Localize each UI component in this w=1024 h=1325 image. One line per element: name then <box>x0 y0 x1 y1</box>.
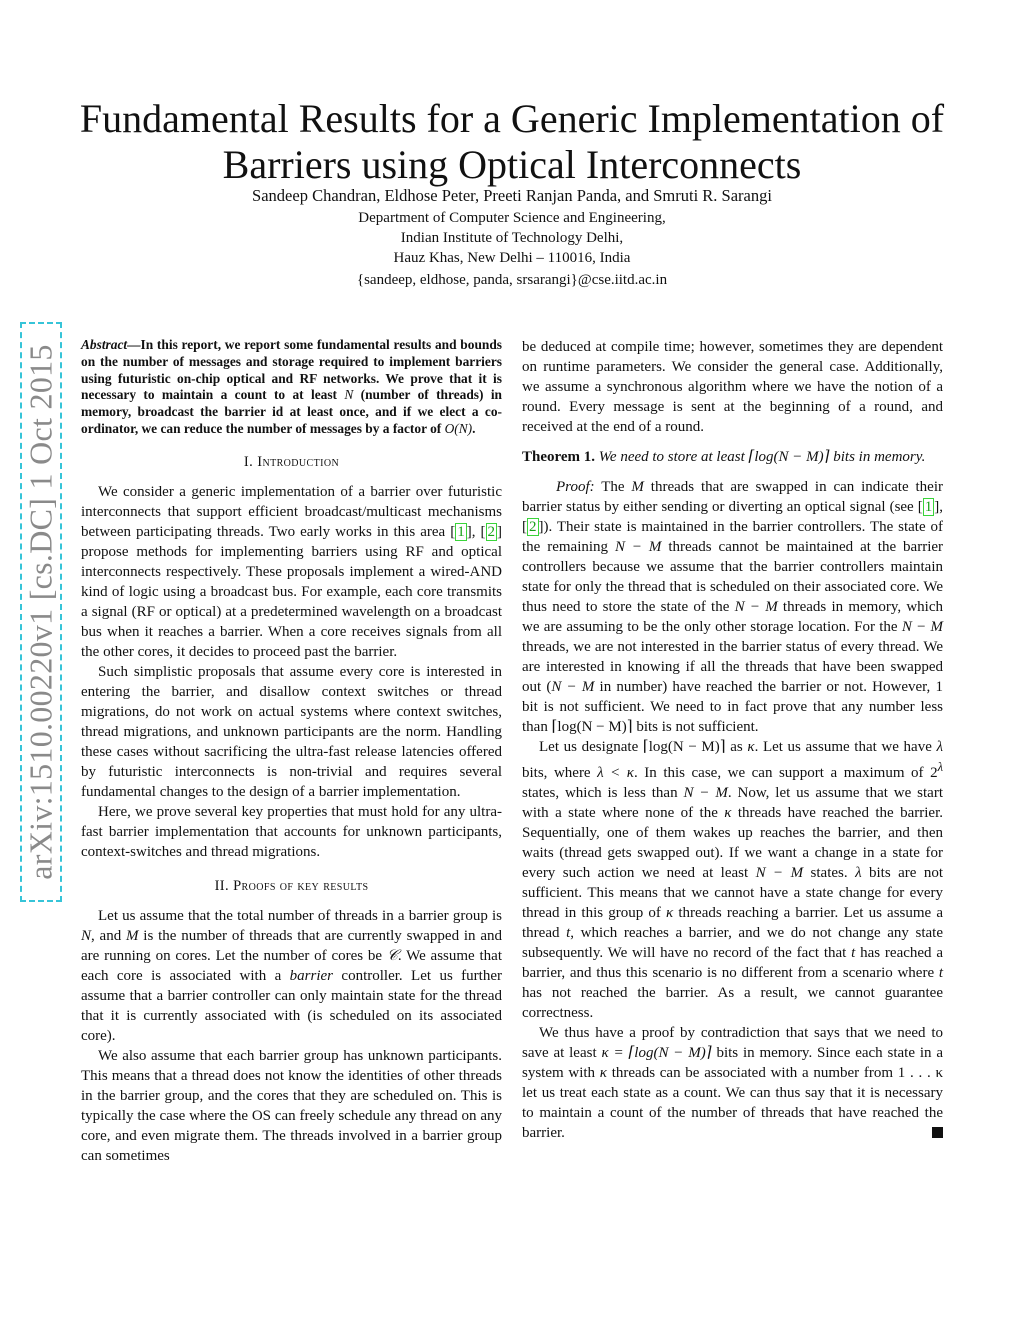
citation-link[interactable]: [ 1 ] <box>450 523 472 540</box>
proofs-paragraph: Let us assume that the total number of threads in a barrier group is N, and M is the number of threads that are currently swapped in and are running on cores. Let the number of cores be 𝒞. We assume that each core is associated with a barrier controller. Let us further assume that a barrier controller can only maintain state for the thread that it is currently associated with (is scheduled on its associated core). <box>81 907 502 1044</box>
arxiv-stamp: arXiv:1510.00220v1 [cs.DC] 1 Oct 2015 <box>22 344 59 880</box>
proof-paragraph: Proof: The M threads that are swapped in can indicate their barrier status by either sending or diverting an optical signal (see [ 1 ], [ 2 ]). Their state is maintained in the barrier controllers. The state of the remaining N − M threads cannot be maintained at the barrier controllers because we assume that the barrier controllers maintain state for only the thread that is scheduled on their associated core. We thus need to store the state of the N − M threads in memory, which we are assuming to be the only other storage location. For the N − M threads, we are not interested in the barrier status of every thread. We are interested in knowing if all the threads that have been swapped out (N − M in number) have reached the barrier or not. However, 1 bit is not sufficient. We need to in fact prove that any number less than ⌈log(N − M)⌉ bits is not sufficient. <box>522 479 944 735</box>
qed-square-icon <box>932 1127 943 1138</box>
citation-link[interactable]: [ 2 ] <box>522 519 544 535</box>
affiliation-address: Hauz Khas, New Delhi – 110016, India <box>393 250 631 266</box>
right-column <box>522 337 943 1143</box>
theorem-heading: Theorem 1. <box>522 449 596 465</box>
proof-paragraph: We thus have a proof by contradiction that says that we need to save at least κ = ⌈log(N − M)⌉ bits in memory. Since each state in a system with κ threads can be associated with a number from 1 . . . κ let us treat each state as a count. We can thus say that it is necessary to maintain a count of the number of threads that have reached the barrier. <box>522 1025 943 1141</box>
intro-paragraph: Here, we prove several key properties that must hold for any ultra-fast barrier implementation that accounts for unknown participants, context-switches and thread migrations. <box>81 803 502 860</box>
proof-label: Proof: <box>556 479 595 495</box>
citation-link[interactable]: [ 2 ] <box>480 523 502 540</box>
abstract-label: Abstract <box>81 337 128 352</box>
paper-title: Fundamental Results for a Generic Implementation of Barriers using Optical Interconnects <box>79 96 945 187</box>
affiliation-email: {sandeep, eldhose, panda, srsarangi}@cse.iitd.ac.in <box>356 272 668 288</box>
author-list: Sandeep Chandran, Eldhose Peter, Preeti Ranjan Panda, and Smruti R. Sarangi <box>252 186 772 205</box>
left-column <box>81 337 502 1166</box>
theorem-statement: We need to store at least ⌈log(N − M)⌉ bits in memory. <box>598 449 926 465</box>
continued-paragraph: be deduced at compile time; however, sometimes they are dependent on runtime parameters. We consider the general case. Additionally, we assume a synchronous algorithm where we have the notion of a round. Every message is sent at the beginning of a round, and received at the end of a round. <box>522 339 943 435</box>
intro-paragraph: We consider a generic implementation of a barrier over futuristic interconnects that support efficient broadcast/multicast mechanisms between participating threads. Two early works in this area [ 1 ], [ 2 ] propose methods for implementing barriers using RF and optical interconnects respectively. These proposals implement a wired-AND kind of logic using a broadcast bus. For example, each core transmits a signal (RF or optical) at a predetermined wavelength on a broadcast bus when it reaches a barrier. When a core receives signals from all the other cores, it decides to proceed past the barrier. <box>81 483 502 660</box>
citation-link[interactable]: [ 1 ] <box>917 499 940 515</box>
abstract: Abstract—In this report, we report some fundamental results and bounds on the number of messages and storage required to implement barriers using futuristic on-chip optical and RF networks. We prove that it is necessary to maintain a count to at least N (number of threads) in memory, broadcast the barrier id at least once, and if we elect a co-ordinator, we can reduce the number of messages by a factor of O(N). <box>81 337 502 436</box>
affiliation-department: Department of Computer Science and Engineering, <box>358 210 666 226</box>
proof-paragraph: Let us designate ⌈log(N − M)⌉ as κ. Let us assume that we have λ bits, where λ < κ. In this case, we can support a maximum of $2^\lambda$ states, which is less than N − M. Now, let us assume that we start with a state where none of the κ threads have reached the barrier. Sequentially, one of them wakes up reaches the barrier, and then waits (thread gets swapped out). If we want a change in a state for every such action we need at least N − M states. λ bits are not sufficient. This means that we cannot have a state change for every thread in this group of κ threads reaching a barrier. Let us assume a thread t, which reaches a barrier, and we do not change any state subsequently. We will have no record of the fact that t has reached a barrier, and thus this scenario is no different from a scenario where t has not reached the barrier. As a result, we cannot guarantee correctness. <box>522 739 944 1021</box>
proofs-paragraph: We also assume that each barrier group has unknown participants. This means that a thread does not know the identities of other threads in the barrier group, and the cores that they are scheduled on. This is typically the case where the OS can freely schedule any thread on any core, and even migrate them. The threads involved in a barrier group can sometimes <box>81 1047 502 1164</box>
intro-paragraph: Such simplistic proposals that assume every core is interested in entering the barrier, and disallow context switches or thread migrations, do not work on actual systems where context switches, thread migrations, and unknown participants are the norm. Handling these cases without sacrificing the ultra-fast release latencies offered by futuristic interconnects is non-trivial and requires several fundamental changes to the design of a barrier implementation. <box>81 663 502 800</box>
theorem-1 <box>522 447 943 467</box>
section-heading-proofs: II. Proofs of key results <box>214 877 369 894</box>
section-heading-introduction: I. Introduction <box>243 453 340 470</box>
affiliation-institute: Indian Institute of Technology Delhi, <box>400 230 624 246</box>
